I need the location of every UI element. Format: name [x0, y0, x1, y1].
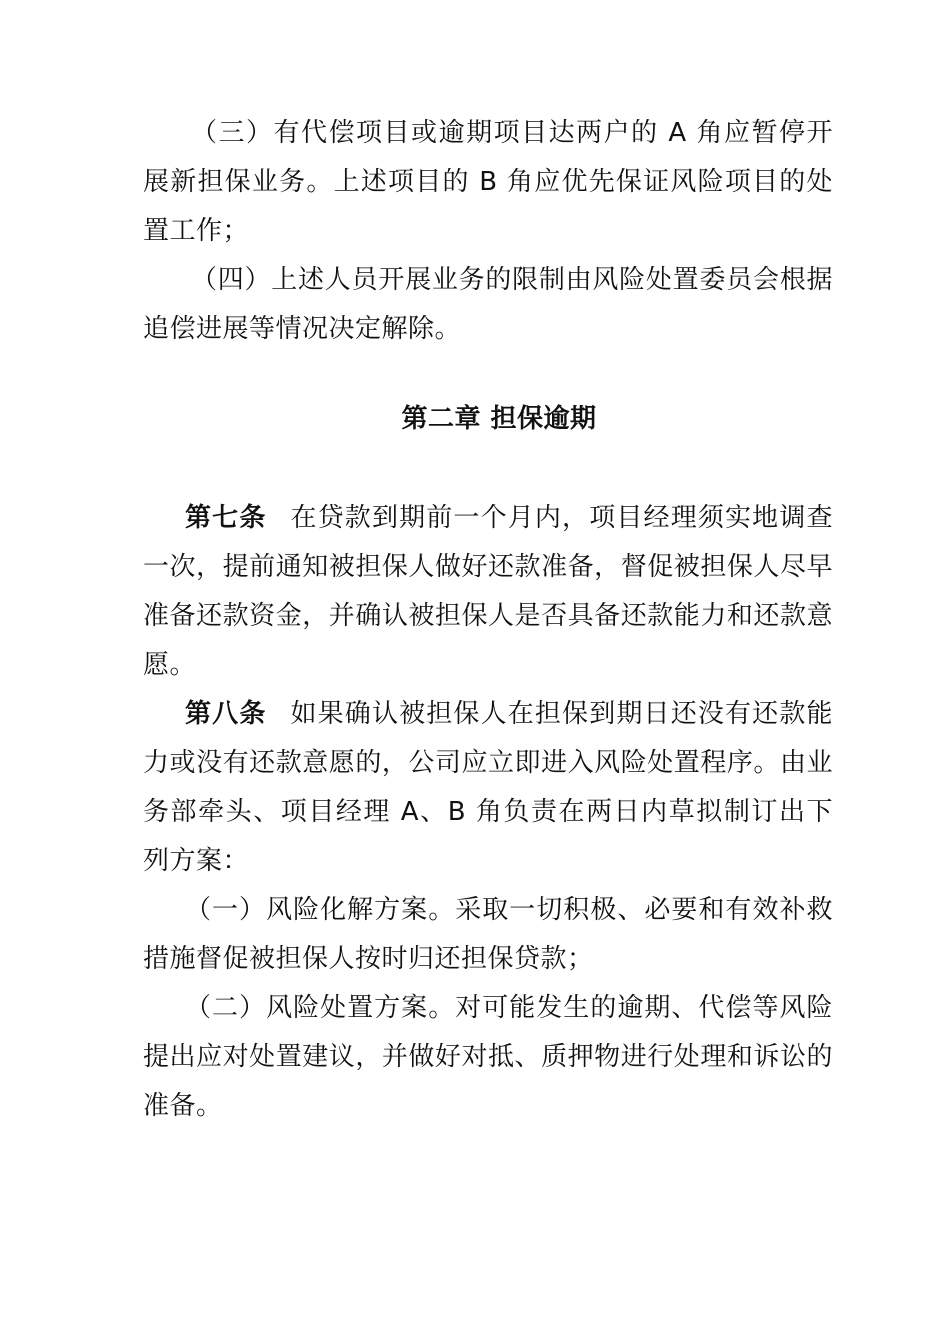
article-seven [143, 494, 833, 690]
document-body [143, 109, 833, 1131]
chapter-heading: 第二章 担保逾期 [401, 404, 597, 434]
article-eight-label: 第八条 [185, 699, 267, 729]
article-eight-text: 如果确认被担保人在担保到期日还没有还款能力或没有还款意愿的，公司应立即进入风险处置程序。由业务部牵头、项目经理 A、B 角负责在两日内草拟制订出下列方案： [143, 699, 833, 876]
article-eight [143, 690, 833, 886]
article-seven-text: 在贷款到期前一个月内，项目经理须实地调查一次，提前通知被担保人做好还款准备，督促被担保人尽早准备还款资金，并确认被担保人是否具备还款能力和还款意愿。 [143, 503, 833, 680]
clause-one: （一）风险化解方案。采取一切积极、必要和有效补救措施督促被担保人按时归还担保贷款； [143, 895, 833, 974]
clause-four: （四）上述人员开展业务的限制由风险处置委员会根据追偿进展等情况决定解除。 [143, 265, 833, 344]
clause-three: （三）有代偿项目或逾期项目达两户的 A 角应暂停开展新担保业务。上述项目的 B 角应优先保证风险项目的处置工作； [143, 118, 833, 246]
article-seven-label: 第七条 [185, 503, 267, 533]
clause-two: （二）风险处置方案。对可能发生的逾期、代偿等风险提出应对处置建议，并做好对抵、质押物进行处理和诉讼的准备。 [143, 993, 833, 1121]
